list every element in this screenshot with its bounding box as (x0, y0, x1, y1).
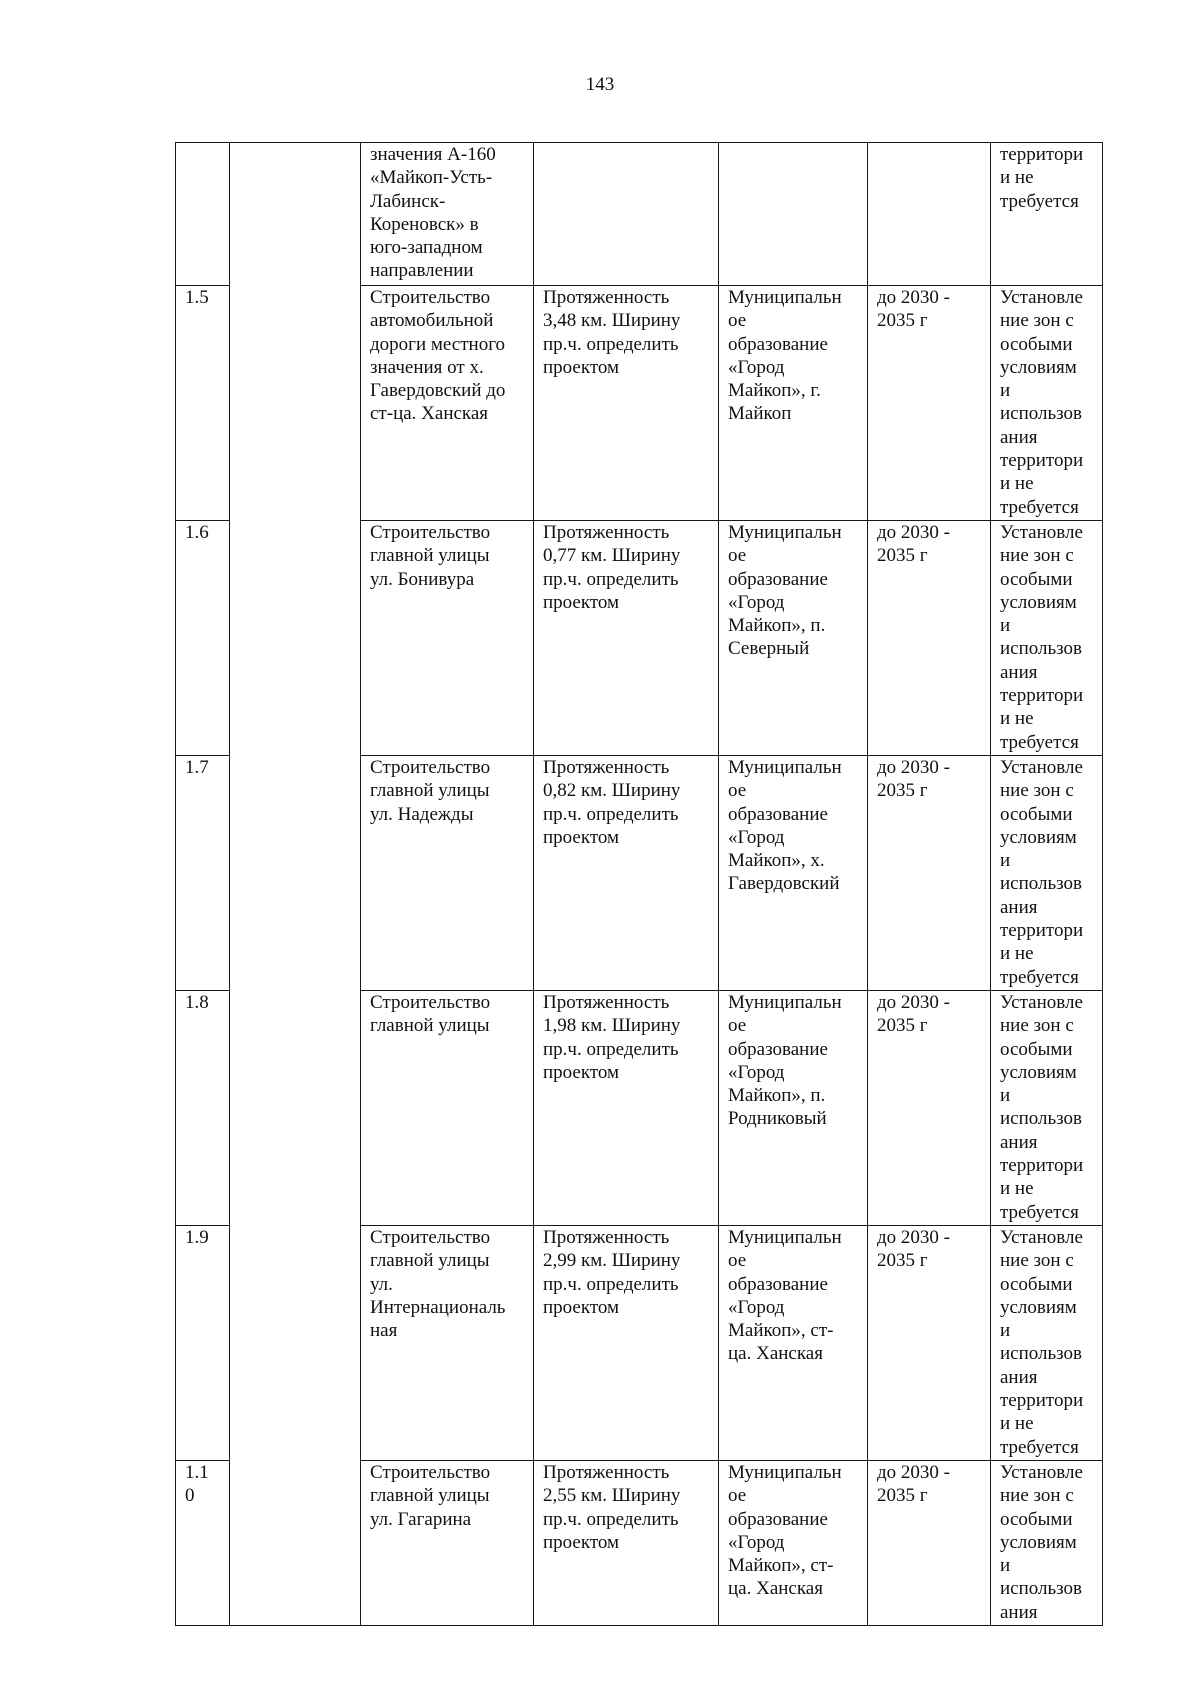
location-cell: Муниципальн ое образование «Город Майкоп», г. Майкоп (719, 286, 868, 521)
zones-cell: Установле ние зон с особыми условиям и использов ания территори и не требуется (991, 756, 1103, 991)
term-cell: до 2030 - 2035 г (868, 756, 991, 991)
zones-cell: Установле ние зон с особыми условиям и использов ания территори и не требуется (991, 286, 1103, 521)
table-row (176, 143, 1103, 286)
row-number-cell: 1.5 (176, 286, 230, 521)
row-number-cell: 1.1 0 (176, 1461, 230, 1626)
zones-cell: территори и не требуется (991, 143, 1103, 286)
characteristics-cell (534, 143, 719, 286)
object-cell: Строительство главной улицы (361, 991, 534, 1226)
row-number-cell: 1.7 (176, 756, 230, 991)
location-cell: Муниципальн ое образование «Город Майкоп», х. Гавердовский (719, 756, 868, 991)
characteristics-cell: Протяженность 3,48 км. Ширину пр.ч. определить проектом (534, 286, 719, 521)
object-cell: Строительство главной улицы ул. Бонивура (361, 521, 534, 756)
object-cell: Строительство главной улицы ул. Надежды (361, 756, 534, 991)
location-cell: Муниципальн ое образование «Город Майкоп», п. Родниковый (719, 991, 868, 1226)
zones-cell: Установле ние зон с особыми условиям и использов ания территори и не требуется (991, 991, 1103, 1226)
row-number-cell (176, 143, 230, 286)
page-number: 143 (585, 74, 615, 95)
characteristics-cell: Протяженность 0,77 км. Ширину пр.ч. определить проектом (534, 521, 719, 756)
term-cell: до 2030 - 2035 г (868, 1461, 991, 1626)
characteristics-cell: Протяженность 1,98 км. Ширину пр.ч. определить проектом (534, 991, 719, 1226)
planning-table (175, 142, 1103, 1626)
term-cell: до 2030 - 2035 г (868, 1226, 991, 1461)
term-cell: до 2030 - 2035 г (868, 991, 991, 1226)
term-cell: до 2030 - 2035 г (868, 521, 991, 756)
zones-cell: Установле ние зон с особыми условиям и использов ания территори и не требуется (991, 1226, 1103, 1461)
group-cell (230, 143, 361, 1626)
object-cell: Строительство главной улицы ул. Интернациональ ная (361, 1226, 534, 1461)
row-number-cell: 1.6 (176, 521, 230, 756)
object-cell: значения А-160 «Майкоп-Усть- Лабинск- Кореновск» в юго-западном направлении (361, 143, 534, 286)
term-cell: до 2030 - 2035 г (868, 286, 991, 521)
location-cell: Муниципальн ое образование «Город Майкоп», п. Северный (719, 521, 868, 756)
location-cell (719, 143, 868, 286)
characteristics-cell: Протяженность 0,82 км. Ширину пр.ч. определить проектом (534, 756, 719, 991)
row-number-cell: 1.9 (176, 1226, 230, 1461)
zones-cell: Установле ние зон с особыми условиям и использов ания (991, 1461, 1103, 1626)
term-cell (868, 143, 991, 286)
row-number-cell: 1.8 (176, 991, 230, 1226)
zones-cell: Установле ние зон с особыми условиям и использов ания территори и не требуется (991, 521, 1103, 756)
characteristics-cell: Протяженность 2,99 км. Ширину пр.ч. определить проектом (534, 1226, 719, 1461)
object-cell: Строительство главной улицы ул. Гагарина (361, 1461, 534, 1626)
location-cell: Муниципальн ое образование «Город Майкоп», ст- ца. Ханская (719, 1226, 868, 1461)
characteristics-cell: Протяженность 2,55 км. Ширину пр.ч. определить проектом (534, 1461, 719, 1626)
object-cell: Строительство автомобильной дороги местного значения от х. Гавердовский до ст-ца. Ханская (361, 286, 534, 521)
location-cell: Муниципальн ое образование «Город Майкоп», ст- ца. Ханская (719, 1461, 868, 1626)
